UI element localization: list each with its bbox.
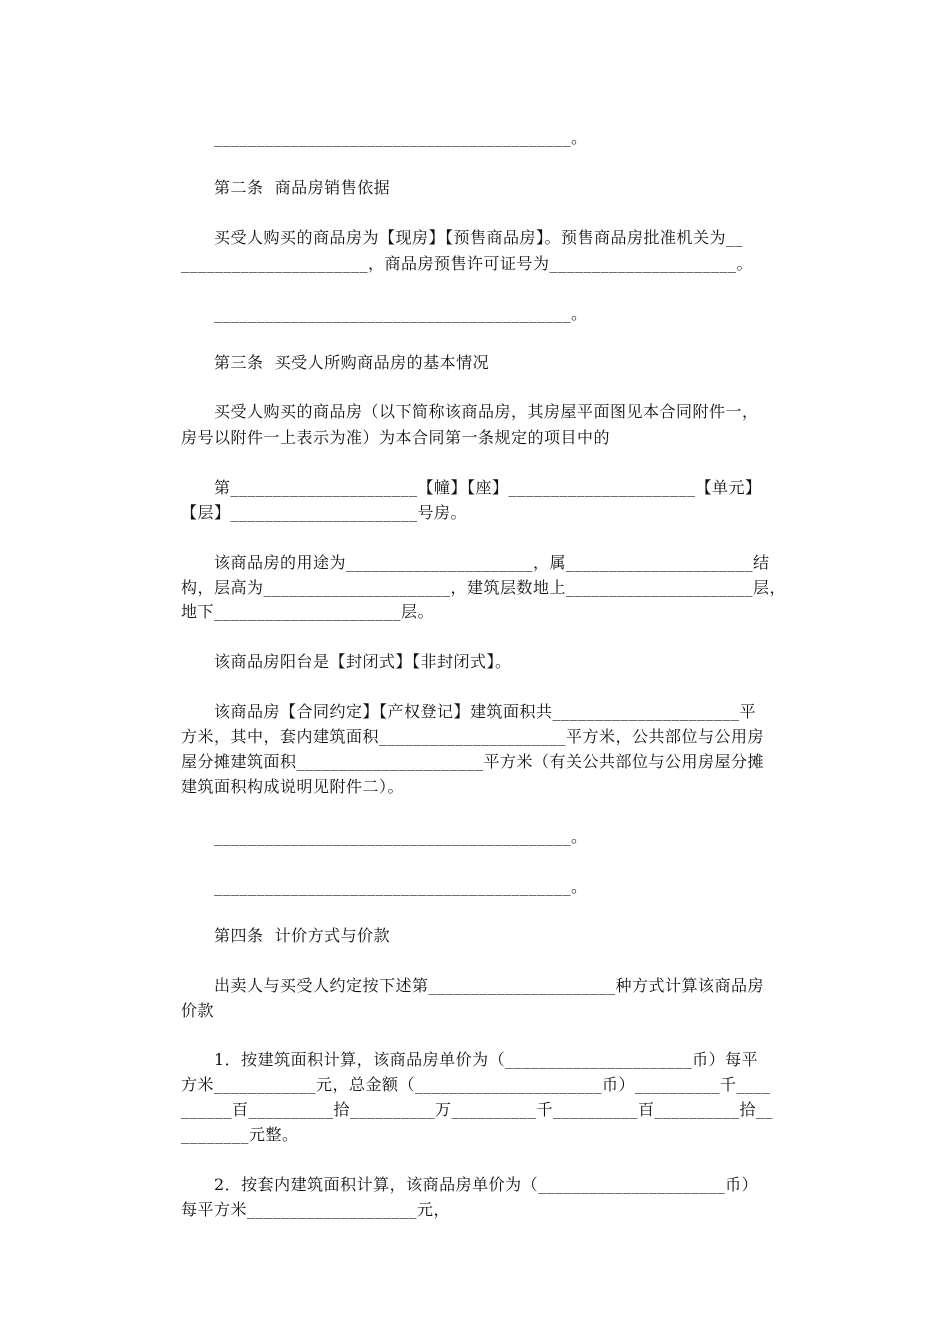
paragraph-line: ______________________，商品房预售许可证号为______________________。: [181, 254, 754, 273]
blank-line: __________________________________________。: [214, 128, 588, 147]
paragraph-line: 建筑面积构成说明见附件二）。: [181, 777, 405, 796]
paragraph-line: 该商品房阳台是【封闭式】【非封闭式】。: [214, 652, 512, 671]
blank-line: __________________________________________。: [214, 827, 588, 846]
paragraph-line: 出卖人与买受人约定按下述第______________________种方式计算该商品房: [214, 976, 765, 995]
paragraph-line: 第______________________【幢】【座】______________________【单元】: [214, 478, 762, 497]
paragraph-line: 买受人购买的商品房为【现房】【预售商品房】。预售商品房批准机关为__: [214, 228, 744, 247]
blank-line: __________________________________________。: [214, 877, 588, 896]
paragraph-line: 该商品房【合同约定】【产权登记】建筑面积共______________________平: [214, 702, 757, 721]
blank-line: __________________________________________。: [214, 304, 588, 323]
paragraph-line: ________元整。: [181, 1125, 299, 1144]
paragraph-line: 屋分摊建筑面积______________________平方米（有关公共部位与公用房屋分摊: [181, 752, 765, 771]
paragraph-line: 房号以附件一上表示为准）为本合同第一条规定的项目中的: [181, 428, 611, 447]
paragraph-line: 该商品房的用途为______________________，属______________________结: [214, 553, 770, 572]
article-4-heading: 第四条 计价方式与价款: [214, 926, 391, 945]
article-2-heading: 第二条 商品房销售依据: [214, 178, 391, 197]
paragraph-line: 方米____________元，总金额（______________________币）__________千____: [181, 1075, 771, 1094]
paragraph-line: 方米，其中，套内建筑面积______________________平方米，公共部位与公用房: [181, 727, 765, 746]
article-3-heading: 第三条 买受人所购商品房的基本情况: [214, 353, 490, 372]
paragraph-line: 每平方米____________________元，: [181, 1200, 451, 1219]
paragraph-line: 1．按建筑面积计算，该商品房单价为（______________________币）每平: [214, 1050, 759, 1069]
paragraph-line: 【层】______________________号房。: [181, 503, 468, 522]
paragraph-line: 构，层高为______________________，建筑层数地上______________________层，: [181, 578, 787, 597]
paragraph-line: 地下______________________层。: [181, 602, 435, 621]
paragraph-line: 买受人购买的商品房（以下简称该商品房，其房屋平面图见本合同附件一，: [214, 402, 759, 421]
paragraph-line: 2．按套内建筑面积计算，该商品房单价为（______________________币）: [214, 1175, 759, 1194]
paragraph-line: ______百__________拾__________万__________千__________百__________拾__: [181, 1100, 774, 1119]
paragraph-line: 价款: [181, 1001, 215, 1020]
